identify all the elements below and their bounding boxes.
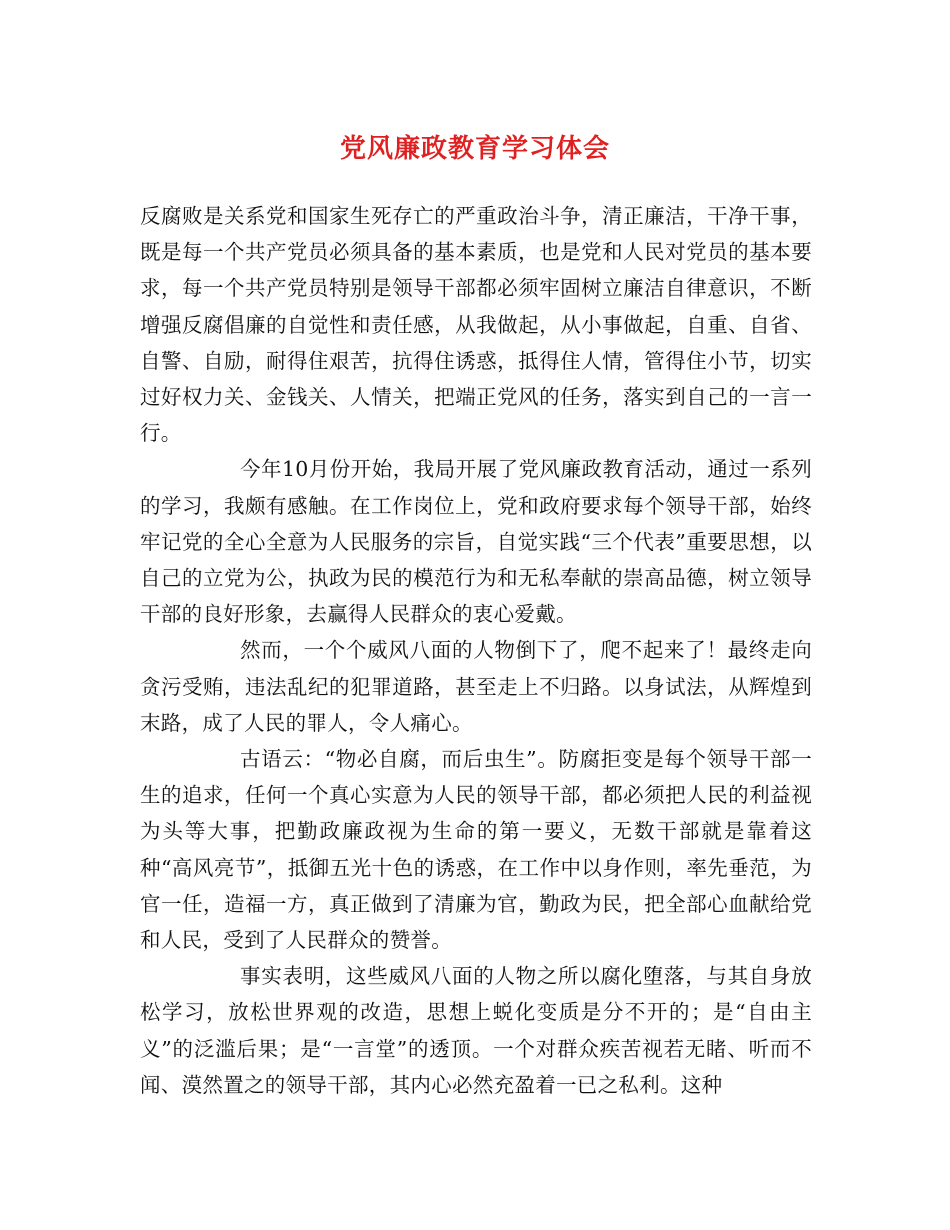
paragraph-4: 古语云：“物必自腐，而后虫生”。防腐拒变是每个领导干部一生的追求，任何一个真心实意为人民的领导干部，都必须把人民的利益视为头等大事，把勤政廉政视为生命的第一要义，无数干部就是靠着这种“高风亮节”，抵御五光十色的诱惑，在工作中以身作则，率先垂范，为官一任，造福一方，真正做到了清廉为官，勤政为民，把全部心血献给党和人民，受到了人民群众的赞誉。 (140, 747, 812, 953)
document-body (140, 198, 812, 1103)
paragraph-1: 反腐败是关系党和国家生死存亡的严重政治斗争，清正廉洁，干净干事，既是每一个共产党员必须具备的基本素质，也是党和人民对党员的基本要求，每一个共产党员特别是领导干部都必须牢固树立廉洁自律意识，不断增强反腐倡廉的自觉性和责任感，从我做起，从小事做起，自重、自省、自警、自励，耐得住艰苦，抗得住诱惑，抵得住人情，管得住小节，切实过好权力关、金钱关、人情关，把端正党风的任务，落实到自己的一言一行。 (140, 204, 812, 446)
paragraph-5: 事实表明，这些威风八面的人物之所以腐化堕落，与其自身放松学习，放松世界观的改造，思想上蜕化变质是分不开的；是“自由主义”的泛滥后果；是“一言堂”的透顶。一个对群众疾苦视若无睹、听而不闻、漠然置之的领导干部，其内心必然充盈着一已之私利。这种 (140, 964, 812, 1097)
document-title: 党风廉政教育学习体会 (339, 134, 610, 164)
paragraph-3: 然而，一个个威风八面的人物倒下了，爬不起来了！最终走向贪污受贿，违法乱纪的犯罪道路，甚至走上不归路。以身试法，从辉煌到末路，成了人民的罪人，令人痛心。 (140, 638, 812, 735)
paragraph-2: 今年10月份开始，我局开展了党风廉政教育活动，通过一系列的学习，我颇有感触。在工作岗位上，党和政府要求每个领导干部，始终牢记党的全心全意为人民服务的宗旨，自觉实践“三个代表”重要思想，以自己的立党为公，执政为民的模范行为和无私奉献的崇高品德，树立领导干部的良好形象，去赢得人民群众的衷心爱戴。 (140, 457, 812, 627)
